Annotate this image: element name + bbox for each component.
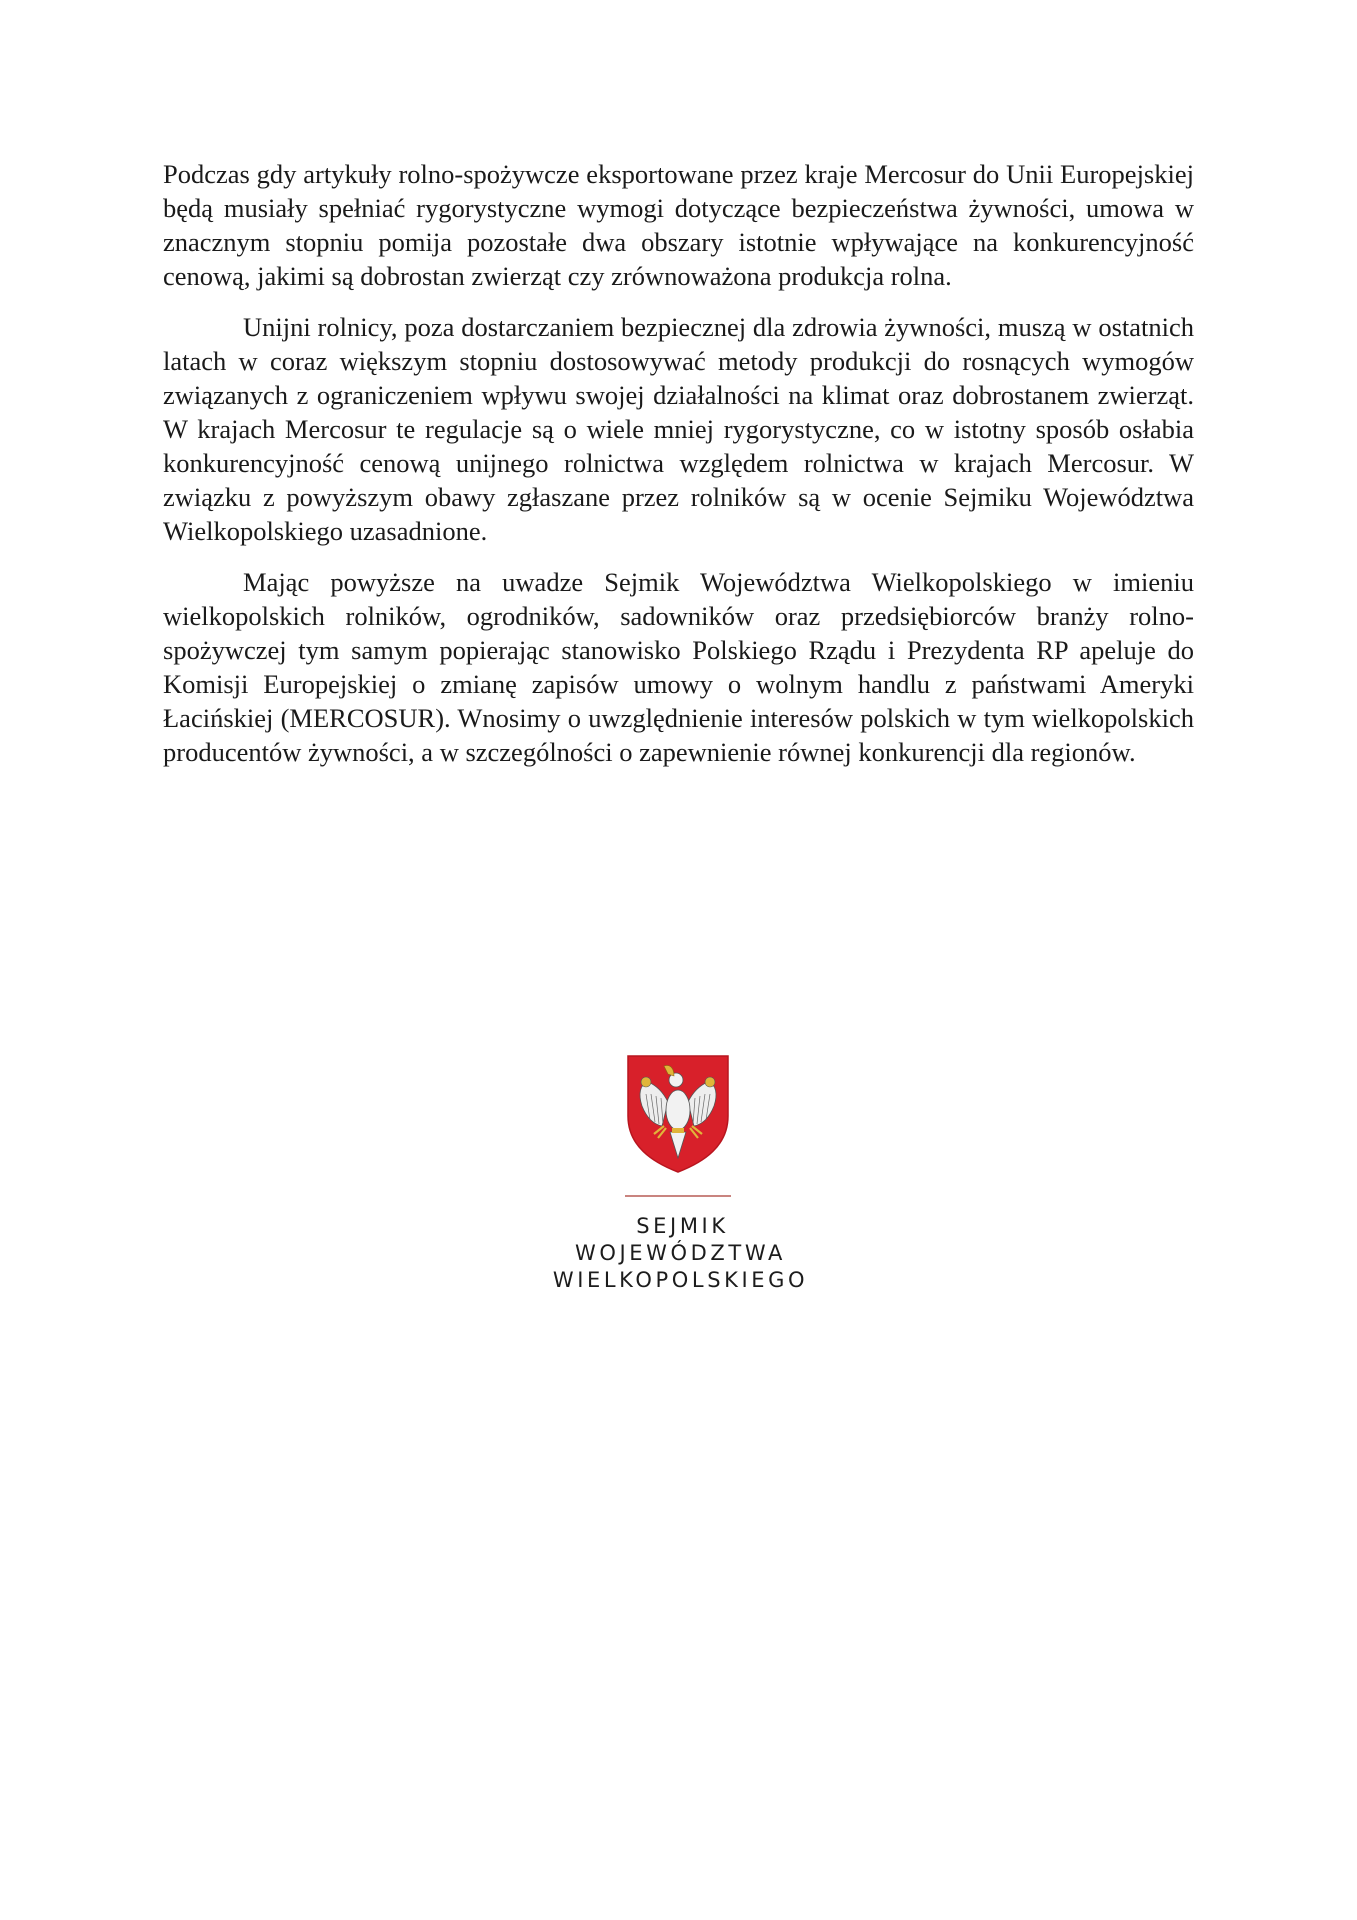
logo-text-wojewodztwa: WOJEWÓDZTWA [574,1241,786,1265]
logo-text-wielkopolskiego: WIELKOPOLSKIEGO [552,1268,809,1292]
paragraph-2: Unijni rolnicy, poza dostarczaniem bezpiecznej dla zdrowia żywności, muszą w ostatnich latach w coraz większym stopniu dostosowywać metody produkcji do rosnących wymogów związanych z ograniczeniem wpływu swojej działalności na klimat oraz dobrostanem zwierząt. W krajach Mercosur te regulacje są o wiele mniej rygorystyczne, co w istotny sposób osłabia konkurencyjność cenową unijnego rolnictwa względem rolnictwa w krajach Mercosur. W związku z powyższym obawy zgłaszane przez rolników są w ocenie Sejmiku Województwa Wielkopolskiego uzasadnione. [163,312,1194,546]
wielkopolska-eagle-shield-icon [626,1054,730,1174]
logo-text-sejmik: SEJMIK [636,1214,729,1238]
document-body [163,157,1194,786]
paragraph-1: Podczas gdy artykuły rolno-spożywcze eksportowane przez kraje Mercosur do Unii Europejskiej będą musiały spełniać rygorystyczne wymogi dotyczące bezpieczeństwa żywności, umowa w znacznym stopniu pomija pozostałe dwa obszary istotnie wpływające na konkurencyjność cenową, jakimi są dobrostan zwierząt czy zrównoważona produkcja rolna. [163,159,1194,291]
logo-divider [625,1195,731,1197]
paragraph-3: Mając powyższe na uwadze Sejmik Województwa Wielkopolskiego w imieniu wielkopolskich rolników, ogrodników, sadowników oraz przedsiębiorców branży rolno-spożywczej tym samym popierając stanowisko Polskiego Rządu i Prezydenta RP apeluje do Komisji Europejskiej o zmianę zapisów umowy o wolnym handlu z państwami Ameryki Łacińskiej (MERCOSUR). Wnosimy o uwzględnienie interesów polskich w tym wielkopolskich producentów żywności, a w szczególności o zapewnienie równej konkurencji dla regionów. [163,567,1194,767]
